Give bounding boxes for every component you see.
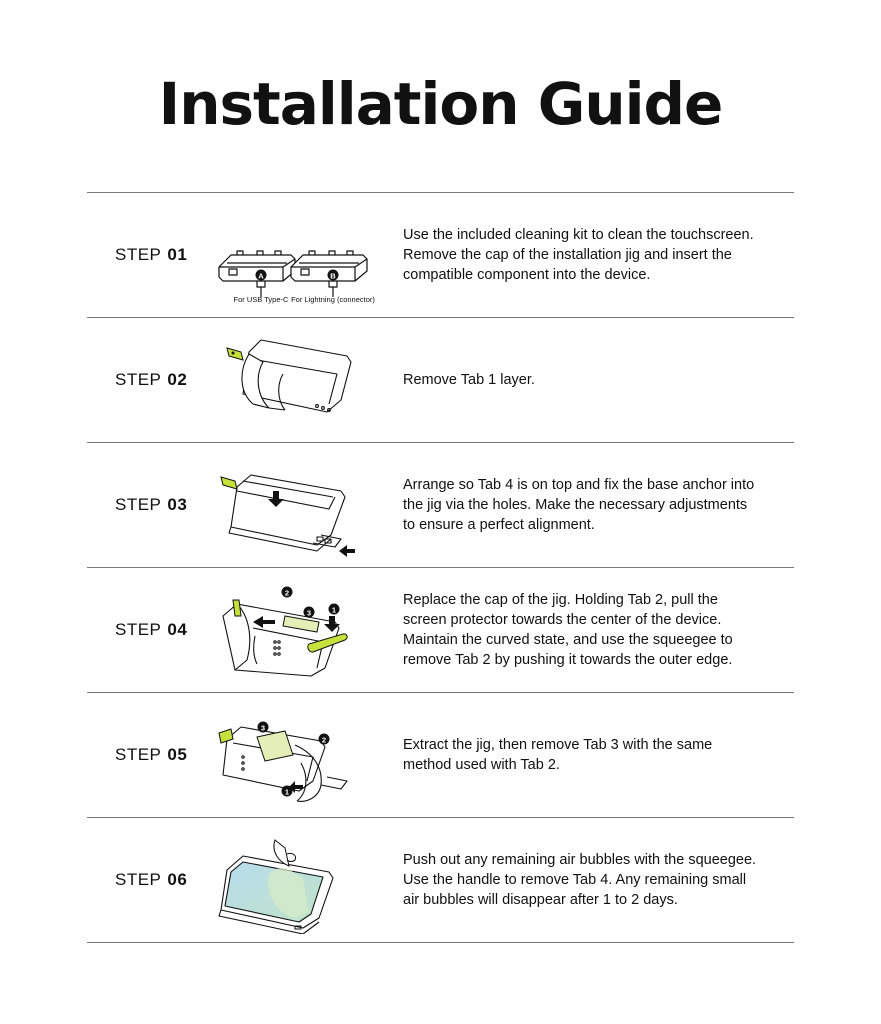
description-line: Extract the jig, then remove Tab 3 with the same xyxy=(403,737,713,753)
description-line: remove Tab 2 by pushing it towards the outer edge. xyxy=(403,652,733,668)
step-description xyxy=(403,475,774,535)
step-row-03 xyxy=(87,443,794,568)
step-label xyxy=(115,620,187,640)
step-description xyxy=(403,735,774,775)
badge-2-label: 2 xyxy=(321,735,327,745)
description-line: Push out any remaining air bubbles with the squeegee. xyxy=(403,852,757,868)
description-line: compatible component into the device. xyxy=(403,267,651,283)
step-word: STEP xyxy=(115,870,162,889)
finished-screen-illustration xyxy=(213,826,383,934)
caption-usb-c: For USB Type-C xyxy=(233,295,289,304)
jig-caps-icon xyxy=(213,201,383,309)
description-line: Arrange so Tab 4 is on top and fix the base anchor into xyxy=(403,477,755,493)
badge-a-label: A xyxy=(258,271,264,281)
squeegee-tab2-illustration xyxy=(213,576,383,684)
steps-list xyxy=(87,192,794,943)
step-row-06 xyxy=(87,818,794,943)
badge-1-label: 1 xyxy=(284,787,290,797)
step-word: STEP xyxy=(115,620,162,639)
description-line: screen protector towards the center of the device. xyxy=(403,612,722,628)
step-number: 03 xyxy=(167,495,188,514)
step-description xyxy=(403,225,774,285)
description-line: Remove the cap of the installation jig and insert the xyxy=(403,247,732,263)
step-number: 02 xyxy=(167,370,188,389)
step-word: STEP xyxy=(115,370,162,389)
step-number: 05 xyxy=(167,745,188,764)
peel-tab1-illustration xyxy=(213,326,383,434)
step-label xyxy=(115,495,187,515)
description-line: Replace the cap of the jig. Holding Tab 2, pull the xyxy=(403,592,718,608)
step-row-05 xyxy=(87,693,794,818)
remove-jig-icon xyxy=(213,701,383,809)
step-label xyxy=(115,745,187,765)
align-jig-illustration xyxy=(213,451,383,559)
description-line: Use the handle to remove Tab 4. Any remaining small xyxy=(403,872,747,888)
step-number: 01 xyxy=(167,245,188,264)
badge-3-label: 3 xyxy=(260,723,266,733)
squeegee-icon xyxy=(213,576,383,684)
step-number: 06 xyxy=(167,870,188,889)
description-line: the jig via the holes. Make the necessary adjustments xyxy=(403,497,748,513)
step-description xyxy=(403,590,774,670)
description-line: air bubbles will disappear after 1 to 2 days. xyxy=(403,892,678,908)
badge-b-label: B xyxy=(330,271,336,281)
description-line: method used with Tab 2. xyxy=(403,757,560,773)
step-label xyxy=(115,870,187,890)
step-word: STEP xyxy=(115,745,162,764)
badge-3-label: 3 xyxy=(306,608,312,618)
step-word: STEP xyxy=(115,245,162,264)
description-line: Remove Tab 1 layer. xyxy=(403,372,535,388)
jig-caps-illustration xyxy=(213,201,383,309)
step-word: STEP xyxy=(115,495,162,514)
step-row-01 xyxy=(87,193,794,318)
peel-film-icon xyxy=(213,326,383,434)
step-row-02 xyxy=(87,318,794,443)
step-description xyxy=(403,850,774,910)
step-label xyxy=(115,245,187,265)
description-line: Use the included cleaning kit to clean the touchscreen. xyxy=(403,227,754,243)
step-number: 04 xyxy=(167,620,188,639)
page-title: Installation Guide xyxy=(158,70,723,138)
description-line: Maintain the curved state, and use the squeegee to xyxy=(403,632,733,648)
step-row-04 xyxy=(87,568,794,693)
step-label xyxy=(115,370,187,390)
badge-1-label: 1 xyxy=(331,605,337,615)
badge-2-label: 2 xyxy=(284,588,290,598)
description-line: to ensure a perfect alignment. xyxy=(403,517,595,533)
phone-screen-icon xyxy=(213,826,383,934)
remove-jig-illustration xyxy=(213,701,383,809)
caption-lightning: For Lightning (connector) xyxy=(291,295,375,304)
align-device-icon xyxy=(213,451,383,559)
step-description xyxy=(403,370,774,390)
